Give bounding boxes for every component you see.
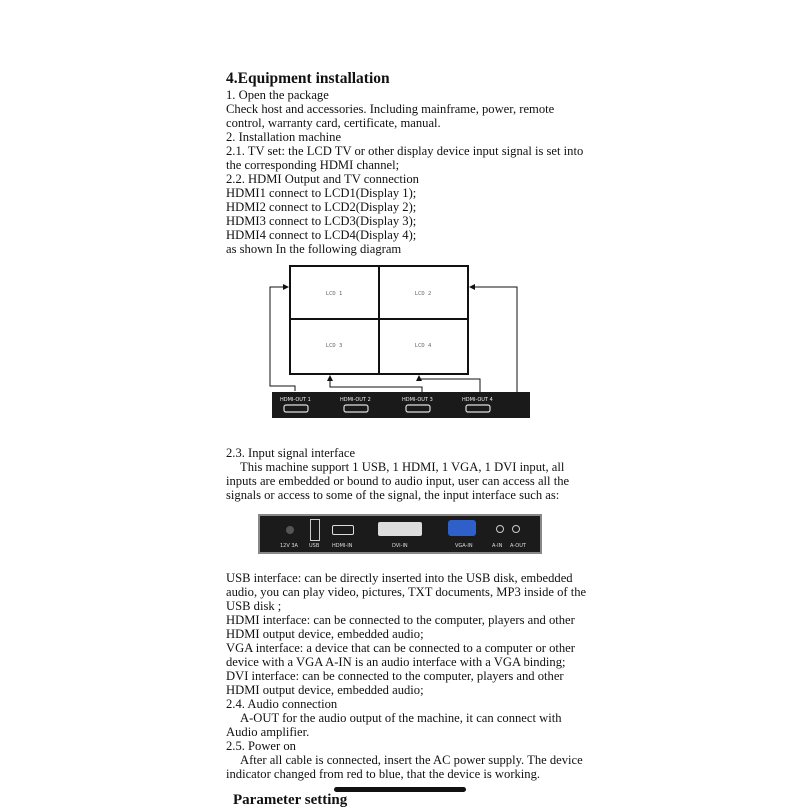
line: 2.2. HDMI Output and TV connection <box>226 172 419 186</box>
input-interface-text <box>226 446 569 502</box>
section-title: 4.Equipment installation <box>226 70 390 87</box>
line: Check host and accessories. Including mainframe, power, remote <box>226 102 555 116</box>
line: A-OUT for the audio output of the machine, it can connect with <box>240 711 562 725</box>
hdmi-in-label: HDMI-IN <box>332 543 353 549</box>
hdmi-connection-diagram <box>262 262 542 422</box>
input-panel-image <box>258 514 542 554</box>
lcd-3-label: LCD 3 <box>325 343 343 349</box>
line: audio, you can play video, pictures, TXT documents, MP3 inside of the <box>226 585 587 599</box>
hdmi-out-4-label: HDMI-OUT 4 <box>462 397 493 403</box>
next-section-heading: Parameter setting <box>233 792 348 808</box>
hdmi-out-1-label: HDMI-OUT 1 <box>280 397 311 403</box>
line: control, warranty card, certificate, manual. <box>226 116 441 130</box>
lcd-2-label: LCD 2 <box>414 291 432 297</box>
line: HDMI output device, embedded audio; <box>226 683 424 697</box>
line: DVI interface: can be connected to the computer, players and other <box>226 669 564 683</box>
hdmi-output-panel <box>272 392 530 418</box>
home-indicator[interactable] <box>334 787 466 792</box>
line: HDMI1 connect to LCD1(Display 1); <box>226 186 417 200</box>
line: HDMI interface: can be connected to the computer, players and other <box>226 613 575 627</box>
line: 2.5. Power on <box>226 739 296 753</box>
line: HDMI2 connect to LCD2(Display 2); <box>226 200 417 214</box>
line: as shown In the following diagram <box>226 242 402 256</box>
power-jack-icon <box>286 526 294 534</box>
line: HDMI output device, embedded audio; <box>226 627 424 641</box>
interface-description-text <box>226 571 586 781</box>
line: HDMI3 connect to LCD3(Display 3); <box>226 214 417 228</box>
line: This machine support 1 USB, 1 HDMI, 1 VGA, 1 DVI input, all <box>240 460 565 474</box>
line: 2.1. TV set: the LCD TV or other display device input signal is set into <box>226 144 584 158</box>
install-text <box>226 88 583 256</box>
vga-in-label: VGA-IN <box>455 543 473 549</box>
hdmi-port-icon <box>332 525 354 535</box>
usb-label: USB <box>309 543 320 549</box>
lcd-4-label: LCD 4 <box>414 343 432 349</box>
line: USB disk ; <box>226 599 282 613</box>
line: signals or access to some of the signal, the input interface such as: <box>226 488 560 502</box>
line: 1. Open the package <box>226 88 329 102</box>
lcd-1-label: LCD 1 <box>325 291 343 297</box>
audio-out-icon <box>512 525 520 533</box>
a-in-label: A-IN <box>492 543 503 549</box>
dvi-in-label: DVI-IN <box>392 543 408 549</box>
power-label: 12V 3A <box>280 543 298 549</box>
line: USB interface: can be directly inserted into the USB disk, embedded <box>226 571 573 585</box>
line: indicator changed from red to blue, that the device is working. <box>226 767 541 781</box>
hdmi-out-3-label: HDMI-OUT 3 <box>402 397 433 403</box>
line: VGA interface: a device that can be connected to a computer or other <box>226 641 575 655</box>
line: After all cable is connected, insert the AC power supply. The device <box>240 753 583 767</box>
line: 2.3. Input signal interface <box>226 446 356 460</box>
line: 2.4. Audio connection <box>226 697 338 711</box>
a-out-label: A-OUT <box>510 543 526 549</box>
line: device with a VGA A-IN is an audio interface with a VGA binding; <box>226 655 566 669</box>
usb-port-icon <box>310 519 320 541</box>
line: HDMI4 connect to LCD4(Display 4); <box>226 228 417 242</box>
dvi-port-icon <box>378 522 422 536</box>
vga-port-icon <box>448 520 476 536</box>
line: the corresponding HDMI channel; <box>226 158 400 172</box>
hdmi-out-2-label: HDMI-OUT 2 <box>340 397 371 403</box>
line: 2. Installation machine <box>226 130 342 144</box>
line: inputs are embedded or bound to audio input, user can access all the <box>226 474 570 488</box>
line: Audio amplifier. <box>226 725 310 739</box>
audio-in-icon <box>496 525 504 533</box>
